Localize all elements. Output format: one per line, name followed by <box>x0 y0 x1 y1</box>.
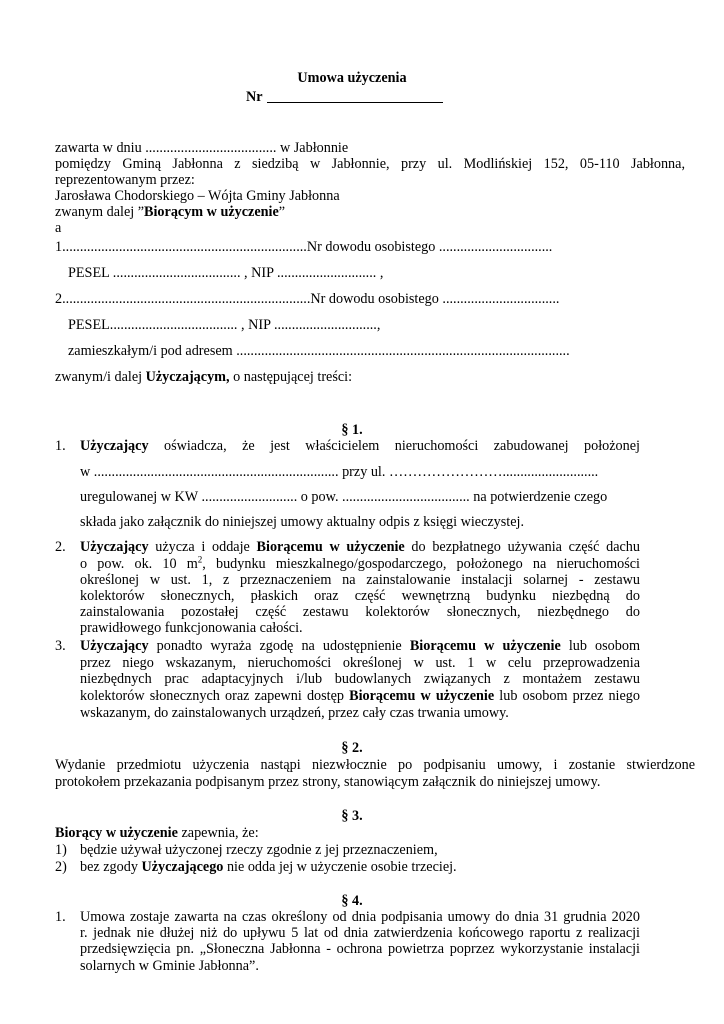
contract-number-blank <box>267 88 443 103</box>
s1-item1-line3: uregulowanej w KW ........................... o pow. .................................... na potwierdzenie czego <box>80 489 608 505</box>
intro-closing-line <box>55 369 352 385</box>
s1-item2-number: 2. <box>55 539 66 555</box>
document-title: Umowa użyczenia <box>297 70 407 86</box>
contract-number-label: Nr <box>246 89 263 105</box>
intro-called-bold: Biorącym w użyczenie <box>144 204 279 220</box>
intro-called-post: ” <box>278 204 286 220</box>
s3-item1-number: 1) <box>55 842 67 858</box>
contract-number <box>246 88 443 105</box>
s1-item3-t1: ponadto wyraża zgodę na udostępnienie <box>148 638 410 654</box>
s3-item2-post: nie odda jej w użyczenie osobie trzeciej. <box>223 859 457 875</box>
s1-item1-line4: składa jako załącznik do niniejszej umowy aktualny odpis z księgi wieczystej. <box>80 514 525 530</box>
closing-post: o następującej treści: <box>229 369 353 385</box>
s1-item2-line6: prawidłowego funkcjonowania całości. <box>80 620 303 636</box>
s1-item2-t1: użycza i oddaje <box>148 539 257 555</box>
section3-heading: § 3. <box>341 808 363 824</box>
s1-item2-t2: do bezpłatnego używania część dachu <box>404 539 640 555</box>
s3-item2-pre: bez zgody <box>80 859 142 875</box>
s3-item2-number: 2) <box>55 859 67 875</box>
s4-item1-number: 1. <box>55 909 66 925</box>
party2-pesel-line: PESEL.................................... , NIP ............................., <box>68 317 381 333</box>
intro-called-pre: zwanym dalej ” <box>55 204 145 220</box>
section4-heading: § 4. <box>341 893 363 909</box>
closing-pre: zwanym/i dalej <box>55 369 146 385</box>
party2-line: 2......................................................................Nr dowodu osobistego ................................. <box>55 291 560 307</box>
s3-item1-text: będzie używał użyczonej rzeczy zgodnie z jej przeznaczeniem, <box>80 842 438 858</box>
intro-date-line: zawarta w dniu ..................................... w Jabłonnie <box>55 140 349 156</box>
s1-item1-text: oświadcza, że jest właścicielem nieruchomości zabudowanej położonej <box>148 438 640 454</box>
s1-item2-line3: określonej w ust. 1, z przeznaczeniem na zainstalowanie instalacji solarnej - zestawu <box>80 572 640 588</box>
s3-intro-bold: Biorący w użyczenie <box>55 825 178 841</box>
s4-line3: przedsięwzięcia pn. „Słoneczna Jabłonna - ochrona powietrza poprzez wykorzystanie instalacji <box>80 941 640 957</box>
s1-item3-l4a: kolektorów słonecznych oraz zapewni dostęp <box>80 688 350 704</box>
s1-item2-line2 <box>80 556 640 572</box>
intro-called-line <box>55 204 285 220</box>
closing-bold: Użyczającym, <box>145 369 230 385</box>
intro-represented-line: reprezentowanym przez: <box>55 172 195 188</box>
s1-item3-number: 3. <box>55 638 66 654</box>
s1-item3-line5: wskazanym, do zainstalowanych urządzeń, przez cały czas trwania umowy. <box>80 705 509 721</box>
s3-item2-bold: Użyczającego <box>141 859 224 875</box>
s1-item3-bold1: Użyczający <box>80 638 149 654</box>
s1-item2-line1 <box>80 539 640 555</box>
s1-item2-l2a: o pow. ok. 10 m <box>80 556 198 572</box>
party1-pesel-line: PESEL .................................... , NIP ............................ , <box>68 265 384 281</box>
intro-representative-line: Jarosława Chodorskiego – Wójta Gminy Jabłonna <box>55 188 340 204</box>
s2-line1: Wydanie przedmiotu użyczenia nastąpi niezwłocznie po podpisaniu umowy, i zostanie stwierdzone <box>55 757 695 773</box>
party1-line: 1.....................................................................Nr dowodu osobistego ................................ <box>55 239 553 255</box>
s1-item2-line4: kolektorów słonecznych, płaskich oraz część wewnętrzną budynku niezbędną do <box>80 588 640 604</box>
s1-item3-line1 <box>80 638 640 654</box>
s1-item2-bold1: Użyczający <box>80 539 149 555</box>
s1-item3-line3: niezbędnych prac adaptacyjnych i/lub budowlanych związanych z montażem zestawu <box>80 671 640 687</box>
s1-item3-line2: przez niego wskazanym, nieruchomości określonej w ust. 1 w celu przeprowadzenia <box>80 655 640 671</box>
s4-line2: r. jednak nie dłużej niż do upływu 5 lat od dnia zatwierdzenia końcowego raportu z realizacji <box>80 925 640 941</box>
s3-intro <box>55 825 259 841</box>
s1-item1-bold: Użyczający <box>80 438 149 454</box>
s4-line1: Umowa zostaje zawarta na czas określony od dnia podpisania umowy do dnia 31 grudnia 2020 <box>80 909 640 925</box>
s1-item2-l2b: , budynku mieszkalnego/gospodarczego, położonego na nieruchomości <box>202 556 640 572</box>
section1-heading: § 1. <box>341 422 363 438</box>
s3-item2-text <box>80 859 457 875</box>
s3-intro-text: zapewnia, że: <box>177 825 259 841</box>
s1-item3-t2: lub osobom <box>560 638 640 654</box>
section2-heading: § 2. <box>341 740 363 756</box>
intro-parties-line: pomiędzy Gminą Jabłonna z siedzibą w Jabłonnie, przy ul. Modlińskiej 152, 05-110 Jabłonna, <box>55 156 685 172</box>
s1-item3-l4b: lub osobom przez niego <box>494 688 640 704</box>
s1-item1-line1 <box>80 438 640 454</box>
s1-item3-line4 <box>80 688 640 704</box>
s1-item1-line2: w ..................................................................... przy ul. ……………………........................... <box>80 464 599 480</box>
s4-line4: solarnych w Gminie Jabłonna”. <box>80 958 259 974</box>
s1-item2-bold2: Biorącemu w użyczenie <box>256 539 405 555</box>
intro-and: a <box>55 220 62 236</box>
s1-item3-bold2: Biorącemu w użyczenie <box>409 638 561 654</box>
s1-item1-number: 1. <box>55 438 66 454</box>
address-line: zamieszkałym/i pod adresem .............................................................................................. <box>68 343 570 359</box>
s1-item3-l4bold: Biorącemu w użyczenie <box>349 688 495 704</box>
s1-item2-line5: zainstalowania pozostałej część zestawu kolektorów słonecznych, niezbędnego do <box>80 604 640 620</box>
s1-item2-sup: 2 <box>197 554 203 565</box>
s2-line2: protokołem przekazania podpisanym przez strony, stanowiącym załącznik do niniejszej umowy. <box>55 774 601 790</box>
